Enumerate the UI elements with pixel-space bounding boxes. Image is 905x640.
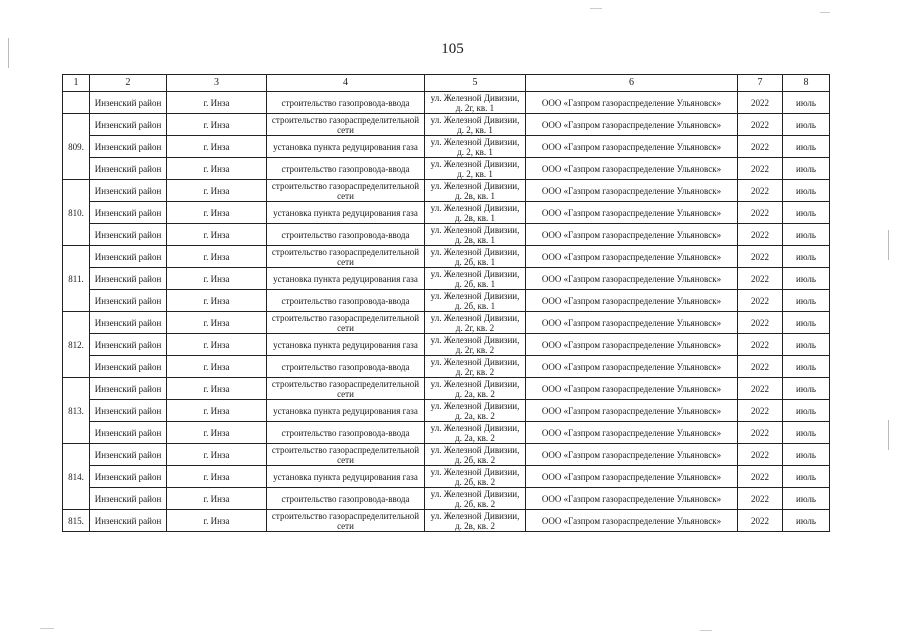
district-cell: Инзенский район (90, 136, 167, 158)
year-cell: 2022 (738, 400, 783, 422)
year-cell: 2022 (738, 180, 783, 202)
work-type-cell: строительство газопровода-ввода (267, 92, 425, 114)
address-cell: ул. Железной Дивизии, д. 2, кв. 1 (425, 158, 526, 180)
address-cell: ул. Железной Дивизии, д. 2г, кв. 1 (425, 92, 526, 114)
month-cell: июль (783, 466, 830, 488)
scan-mark (888, 230, 889, 260)
organization-cell: ООО «Газпром газораспределение Ульяновск» (526, 510, 738, 532)
work-type-cell: установка пункта редуцирования газа (267, 334, 425, 356)
work-type-cell: строительство газораспределительной сети (267, 312, 425, 334)
work-type-cell: строительство газораспределительной сети (267, 444, 425, 466)
district-cell: Инзенский район (90, 466, 167, 488)
district-cell: Инзенский район (90, 488, 167, 510)
entry-number-cell: 812. (63, 312, 90, 378)
work-type-cell: строительство газопровода-ввода (267, 224, 425, 246)
register-table (62, 74, 830, 532)
organization-cell: ООО «Газпром газораспределение Ульяновск» (526, 334, 738, 356)
entry-number-cell: 813. (63, 378, 90, 444)
address-cell: ул. Железной Дивизии, д. 2б, кв. 2 (425, 466, 526, 488)
column-header: 1 (63, 75, 90, 92)
district-cell: Инзенский район (90, 180, 167, 202)
year-cell: 2022 (738, 158, 783, 180)
district-cell: Инзенский район (90, 334, 167, 356)
work-type-cell: установка пункта редуцирования газа (267, 268, 425, 290)
organization-cell: ООО «Газпром газораспределение Ульяновск» (526, 378, 738, 400)
work-type-cell: установка пункта редуцирования газа (267, 400, 425, 422)
city-cell: г. Инза (167, 92, 267, 114)
work-type-cell: строительство газопровода-ввода (267, 488, 425, 510)
address-cell: ул. Железной Дивизии, д. 2б, кв. 2 (425, 488, 526, 510)
year-cell: 2022 (738, 268, 783, 290)
organization-cell: ООО «Газпром газораспределение Ульяновск» (526, 400, 738, 422)
month-cell: июль (783, 444, 830, 466)
address-cell: ул. Железной Дивизии, д. 2б, кв. 1 (425, 268, 526, 290)
district-cell: Инзенский район (90, 158, 167, 180)
month-cell: июль (783, 378, 830, 400)
year-cell: 2022 (738, 246, 783, 268)
month-cell: июль (783, 510, 830, 532)
city-cell: г. Инза (167, 224, 267, 246)
address-cell: ул. Железной Дивизии, д. 2в, кв. 2 (425, 510, 526, 532)
month-cell: июль (783, 180, 830, 202)
month-cell: июль (783, 488, 830, 510)
table-row (63, 488, 830, 510)
district-cell: Инзенский район (90, 378, 167, 400)
table-row (63, 246, 830, 268)
work-type-cell: строительство газопровода-ввода (267, 422, 425, 444)
work-type-cell: строительство газопровода-ввода (267, 290, 425, 312)
work-type-cell: строительство газораспределительной сети (267, 378, 425, 400)
district-cell: Инзенский район (90, 400, 167, 422)
year-cell: 2022 (738, 466, 783, 488)
organization-cell: ООО «Газпром газораспределение Ульяновск» (526, 158, 738, 180)
table-row (63, 92, 830, 114)
organization-cell: ООО «Газпром газораспределение Ульяновск» (526, 356, 738, 378)
address-cell: ул. Железной Дивизии, д. 2б, кв. 1 (425, 246, 526, 268)
table-row (63, 224, 830, 246)
district-cell: Инзенский район (90, 444, 167, 466)
city-cell: г. Инза (167, 400, 267, 422)
city-cell: г. Инза (167, 268, 267, 290)
city-cell: г. Инза (167, 246, 267, 268)
entry-number-cell: 810. (63, 180, 90, 246)
district-cell: Инзенский район (90, 114, 167, 136)
city-cell: г. Инза (167, 290, 267, 312)
page-number: 105 (441, 41, 464, 57)
entry-number-cell: 815. (63, 510, 90, 532)
address-cell: ул. Железной Дивизии, д. 2, кв. 1 (425, 136, 526, 158)
year-cell: 2022 (738, 356, 783, 378)
district-cell: Инзенский район (90, 268, 167, 290)
month-cell: июль (783, 114, 830, 136)
address-cell: ул. Железной Дивизии, д. 2в, кв. 1 (425, 202, 526, 224)
scan-mark (8, 38, 9, 68)
organization-cell: ООО «Газпром газораспределение Ульяновск» (526, 422, 738, 444)
year-cell: 2022 (738, 136, 783, 158)
city-cell: г. Инза (167, 466, 267, 488)
table-row (63, 356, 830, 378)
work-type-cell: строительство газопровода-ввода (267, 158, 425, 180)
work-type-cell: строительство газопровода-ввода (267, 356, 425, 378)
column-header: 6 (526, 75, 738, 92)
month-cell: июль (783, 92, 830, 114)
address-cell: ул. Железной Дивизии, д. 2г, кв. 2 (425, 312, 526, 334)
organization-cell: ООО «Газпром газораспределение Ульяновск» (526, 202, 738, 224)
header-row (63, 75, 830, 92)
scan-mark (888, 420, 889, 450)
table-row (63, 158, 830, 180)
city-cell: г. Инза (167, 202, 267, 224)
month-cell: июль (783, 268, 830, 290)
district-cell: Инзенский район (90, 510, 167, 532)
year-cell: 2022 (738, 224, 783, 246)
table-row (63, 114, 830, 136)
district-cell: Инзенский район (90, 422, 167, 444)
column-header: 3 (167, 75, 267, 92)
work-type-cell: строительство газораспределительной сети (267, 510, 425, 532)
column-header: 2 (90, 75, 167, 92)
organization-cell: ООО «Газпром газораспределение Ульяновск» (526, 312, 738, 334)
column-header: 4 (267, 75, 425, 92)
table-row (63, 290, 830, 312)
column-header: 8 (783, 75, 830, 92)
year-cell: 2022 (738, 444, 783, 466)
table-row (63, 510, 830, 532)
city-cell: г. Инза (167, 488, 267, 510)
work-type-cell: установка пункта редуцирования газа (267, 136, 425, 158)
city-cell: г. Инза (167, 510, 267, 532)
city-cell: г. Инза (167, 312, 267, 334)
entry-number-cell: 811. (63, 246, 90, 312)
city-cell: г. Инза (167, 114, 267, 136)
address-cell: ул. Железной Дивизии, д. 2а, кв. 2 (425, 400, 526, 422)
city-cell: г. Инза (167, 422, 267, 444)
organization-cell: ООО «Газпром газораспределение Ульяновск» (526, 268, 738, 290)
city-cell: г. Инза (167, 444, 267, 466)
organization-cell: ООО «Газпром газораспределение Ульяновск» (526, 488, 738, 510)
table-row (63, 378, 830, 400)
scan-mark (820, 12, 830, 13)
table-row (63, 180, 830, 202)
district-cell: Инзенский район (90, 356, 167, 378)
year-cell: 2022 (738, 510, 783, 532)
entry-number-cell: 814. (63, 444, 90, 510)
district-cell: Инзенский район (90, 224, 167, 246)
district-cell: Инзенский район (90, 246, 167, 268)
table-row (63, 400, 830, 422)
column-header: 7 (738, 75, 783, 92)
table-row (63, 466, 830, 488)
month-cell: июль (783, 202, 830, 224)
organization-cell: ООО «Газпром газораспределение Ульяновск» (526, 92, 738, 114)
work-type-cell: установка пункта редуцирования газа (267, 202, 425, 224)
district-cell: Инзенский район (90, 312, 167, 334)
month-cell: июль (783, 136, 830, 158)
table-row (63, 312, 830, 334)
district-cell: Инзенский район (90, 290, 167, 312)
year-cell: 2022 (738, 202, 783, 224)
year-cell: 2022 (738, 334, 783, 356)
organization-cell: ООО «Газпром газораспределение Ульяновск» (526, 114, 738, 136)
year-cell: 2022 (738, 488, 783, 510)
column-header: 5 (425, 75, 526, 92)
table-row (63, 334, 830, 356)
month-cell: июль (783, 158, 830, 180)
scan-mark (700, 630, 712, 631)
scan-mark (590, 8, 602, 9)
city-cell: г. Инза (167, 136, 267, 158)
month-cell: июль (783, 334, 830, 356)
address-cell: ул. Железной Дивизии, д. 2в, кв. 1 (425, 180, 526, 202)
month-cell: июль (783, 422, 830, 444)
work-type-cell: строительство газораспределительной сети (267, 180, 425, 202)
month-cell: июль (783, 356, 830, 378)
organization-cell: ООО «Газпром газораспределение Ульяновск» (526, 246, 738, 268)
organization-cell: ООО «Газпром газораспределение Ульяновск» (526, 180, 738, 202)
organization-cell: ООО «Газпром газораспределение Ульяновск» (526, 290, 738, 312)
year-cell: 2022 (738, 114, 783, 136)
address-cell: ул. Железной Дивизии, д. 2г, кв. 2 (425, 334, 526, 356)
table-row (63, 136, 830, 158)
organization-cell: ООО «Газпром газораспределение Ульяновск» (526, 444, 738, 466)
table-row (63, 422, 830, 444)
organization-cell: ООО «Газпром газораспределение Ульяновск» (526, 466, 738, 488)
work-type-cell: установка пункта редуцирования газа (267, 466, 425, 488)
address-cell: ул. Железной Дивизии, д. 2б, кв. 1 (425, 290, 526, 312)
month-cell: июль (783, 246, 830, 268)
city-cell: г. Инза (167, 158, 267, 180)
city-cell: г. Инза (167, 356, 267, 378)
entry-number-cell (63, 92, 90, 114)
address-cell: ул. Железной Дивизии, д. 2г, кв. 2 (425, 356, 526, 378)
table-row (63, 202, 830, 224)
work-type-cell: строительство газораспределительной сети (267, 114, 425, 136)
city-cell: г. Инза (167, 334, 267, 356)
address-cell: ул. Железной Дивизии, д. 2а, кв. 2 (425, 378, 526, 400)
address-cell: ул. Железной Дивизии, д. 2в, кв. 1 (425, 224, 526, 246)
district-cell: Инзенский район (90, 92, 167, 114)
table-row (63, 268, 830, 290)
address-cell: ул. Железной Дивизии, д. 2а, кв. 2 (425, 422, 526, 444)
address-cell: ул. Железной Дивизии, д. 2, кв. 1 (425, 114, 526, 136)
scan-mark (40, 628, 54, 629)
month-cell: июль (783, 312, 830, 334)
month-cell: июль (783, 400, 830, 422)
organization-cell: ООО «Газпром газораспределение Ульяновск» (526, 136, 738, 158)
table-row (63, 444, 830, 466)
year-cell: 2022 (738, 422, 783, 444)
district-cell: Инзенский район (90, 202, 167, 224)
address-cell: ул. Железной Дивизии, д. 2б, кв. 2 (425, 444, 526, 466)
city-cell: г. Инза (167, 180, 267, 202)
year-cell: 2022 (738, 378, 783, 400)
year-cell: 2022 (738, 92, 783, 114)
year-cell: 2022 (738, 312, 783, 334)
entry-number-cell: 809. (63, 114, 90, 180)
month-cell: июль (783, 224, 830, 246)
work-type-cell: строительство газораспределительной сети (267, 246, 425, 268)
organization-cell: ООО «Газпром газораспределение Ульяновск» (526, 224, 738, 246)
month-cell: июль (783, 290, 830, 312)
city-cell: г. Инза (167, 378, 267, 400)
year-cell: 2022 (738, 290, 783, 312)
